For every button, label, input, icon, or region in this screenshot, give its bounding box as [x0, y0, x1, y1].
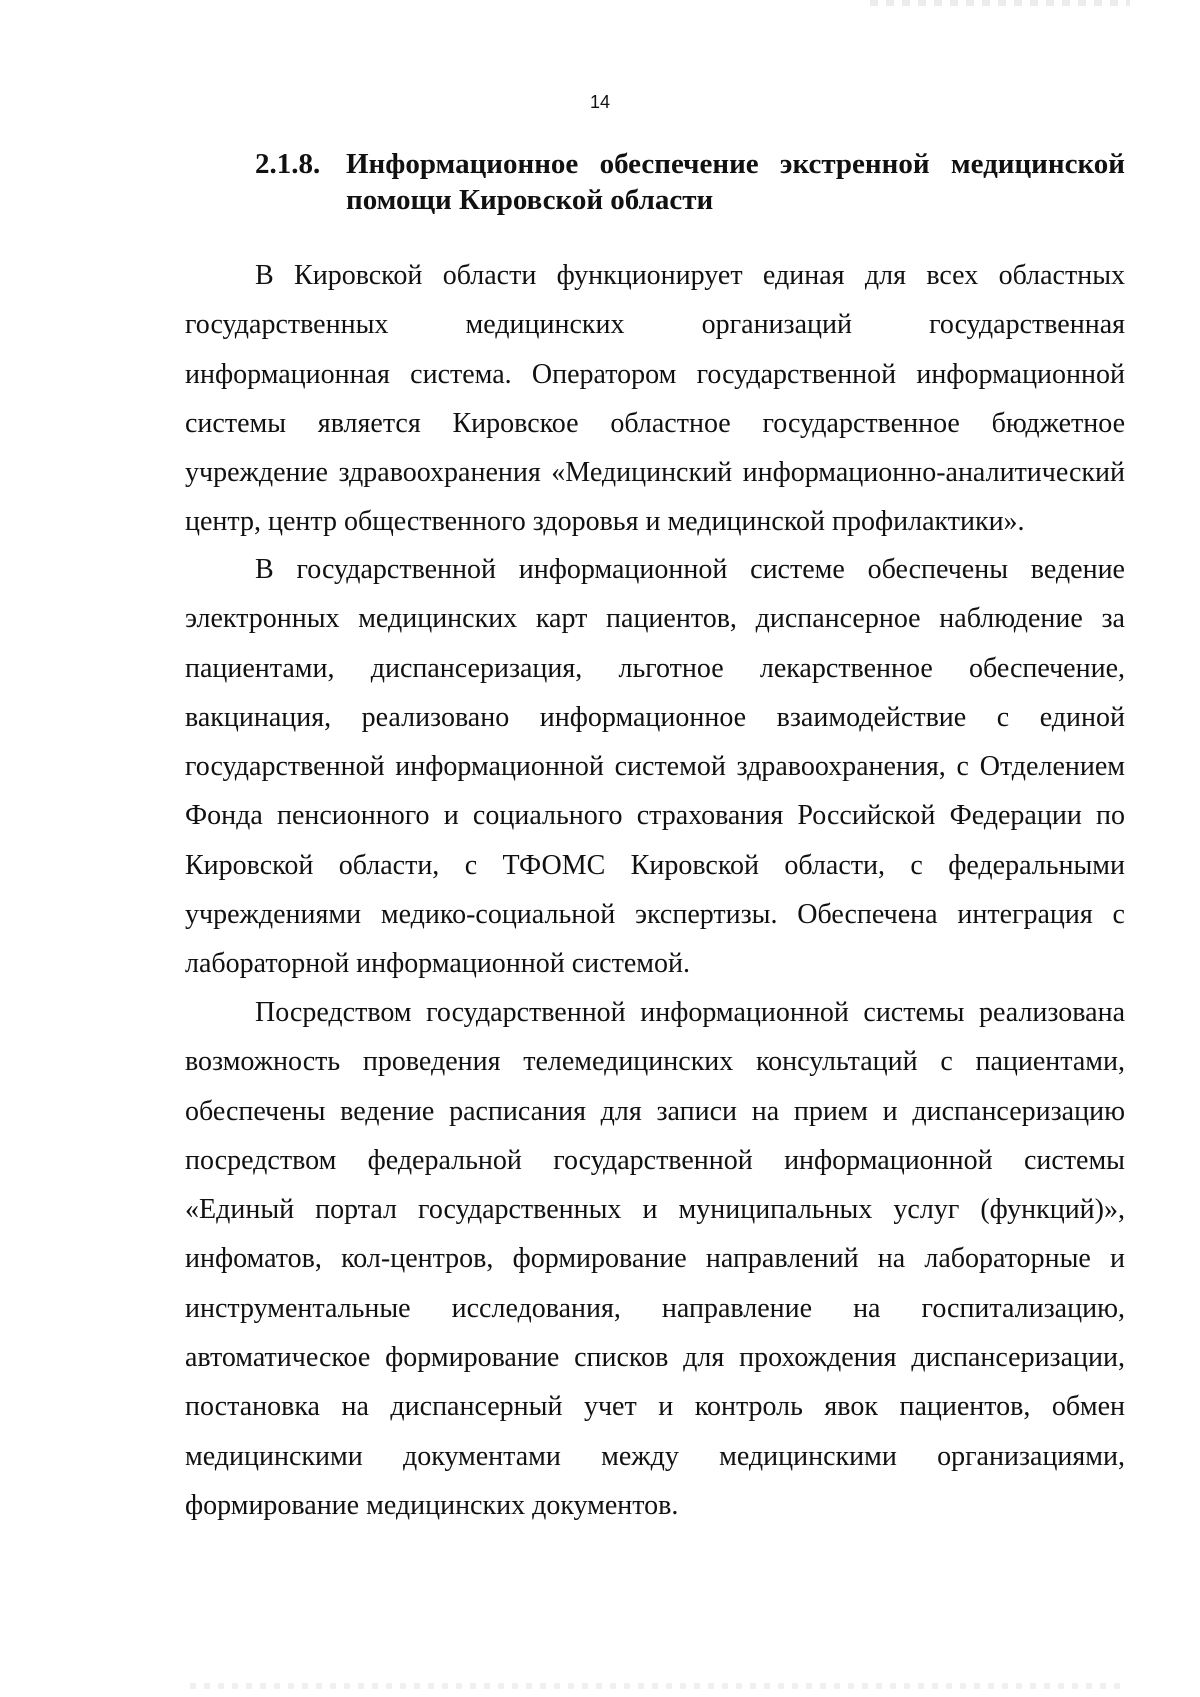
section-title: Информационное обеспечение экстренной медицинской помощи Кировской области: [346, 148, 1125, 216]
section-number: 2.1.8.: [255, 148, 321, 180]
paragraph-3: Посредством государственной информационной системы реализована возможность проведения телемедицинских консультаций с пациентами, обеспечены ведение расписания для записи на прием и диспансеризацию посредством федеральной государственной информационной системы «Единый портал государственных и муниципальных услуг (функций)», инфоматов, кол-центров, формирование направлений на лабораторные и инструментальные исследования, направление на госпитализацию, автоматическое формирование списков для прохождения диспансеризации, постановка на диспансерный учет и контроль явок пациентов, обмен медицинскими документами между медицинскими организациями, формирование медицинских документов.: [185, 997, 1125, 1521]
paragraph-2: В государственной информационной системе обеспечены ведение электронных медицинских карт пациентов, диспансерное наблюдение за пациентами, диспансеризация, льготное лекарственное обеспечение, вакцинация, реализовано информационное взаимодействие с единой государственной информационной системой здравоохранения, с Отделением Фонда пенсионного и социального страхования Российской Федерации по Кировской области, с ТФОМС Кировской области, с федеральными учреждениями медико-социальной экспертизы. Обеспечена интеграция с лабораторной информационной системой.: [185, 554, 1125, 980]
scan-artifact-top: [870, 0, 1130, 6]
paragraph-1: В Кировской области функционирует единая для всех областных государственных медицинских организаций государственная информационная система. Оператором государственной информационной системы является Кировское областное государственное бюджетное учреждение здравоохранения «Медицинский информационно-аналитический центр, центр общественного здоровья и медицинской профилактики».: [185, 260, 1125, 538]
section-heading: [255, 146, 1125, 218]
page-number: 14: [589, 92, 611, 112]
scan-artifact-bottom: [190, 1683, 1120, 1689]
